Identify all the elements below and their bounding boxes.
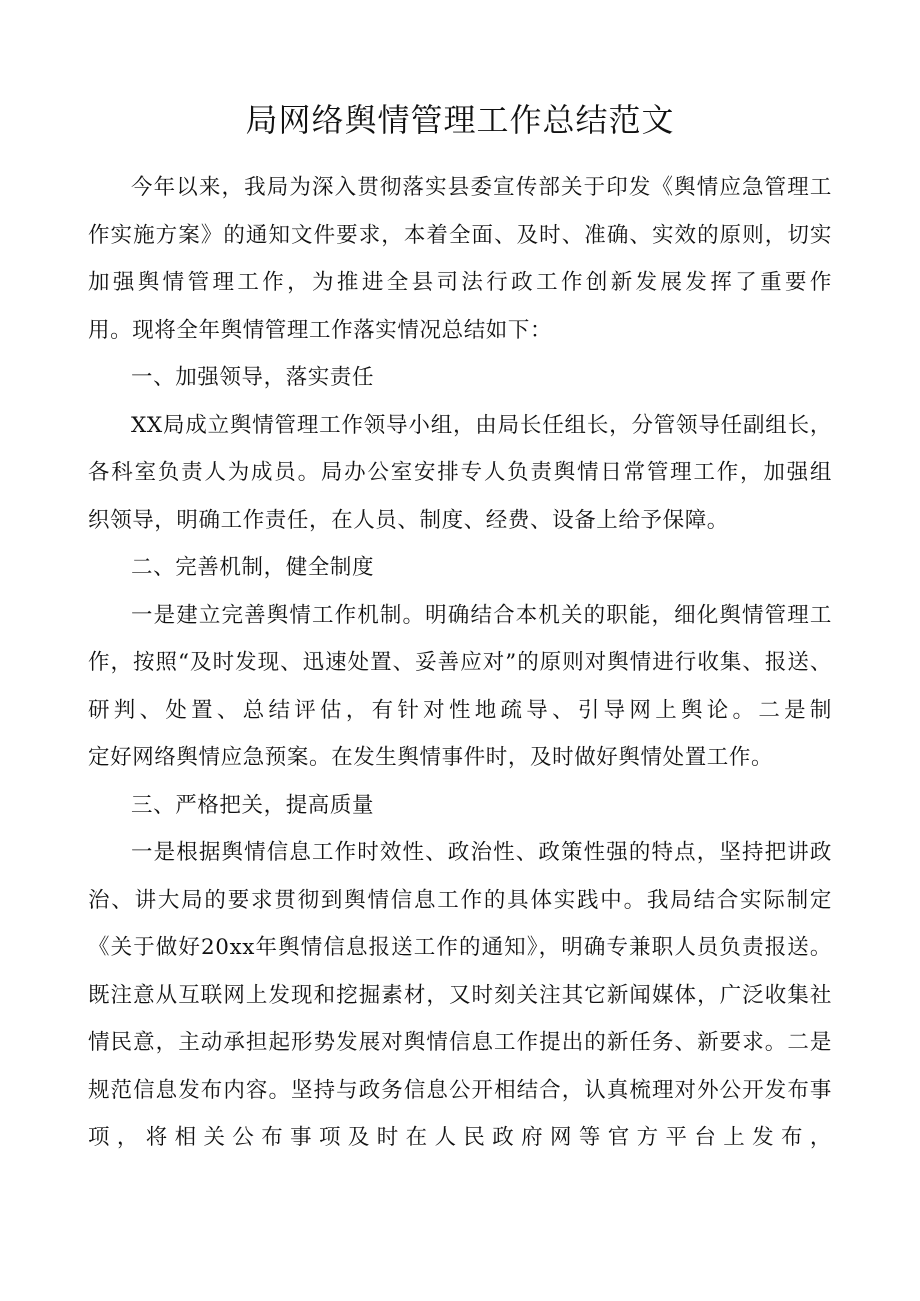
intro-line: 切实加强舆情管理工作，为推进全县司法行政工作创新发展发挥了重要作 xyxy=(88,222,833,295)
section-line: 织领导，明确工作责任，在人员、制度、经费、设备上给予保障。 xyxy=(88,507,729,533)
section-heading: 三、严格把关，提高质量 xyxy=(131,792,375,818)
section-line: 外公开发布事项，将相关公布事项及时在人民政府网等官方平台上发布， xyxy=(88,1077,833,1150)
section-heading: 一、加强领导，落实责任 xyxy=(131,365,375,390)
section-line: 定《关于做好20xx年舆情信息报送工作的通知》，明确专兼职人员负责 xyxy=(88,887,832,960)
intro-paragraph xyxy=(88,164,832,354)
document-page xyxy=(88,96,832,1162)
section-line: 报送。既注意从互联网上发现和挖掘素材，又时刻关注其它新闻媒体，广 xyxy=(88,935,832,1008)
intro-line: 工作实施方案》的通知文件要求，本着全面、及时、准确、实效的原则， xyxy=(88,175,832,248)
section-line: 各科室负责人为成员。局办公室安排专人负责舆情日常管理工作，加强组 xyxy=(88,460,832,485)
section-line: 报送、研判、处置、总结评估，有针对性地疏导、引导网上舆论。二是制 xyxy=(88,650,832,723)
section-paragraph xyxy=(88,402,832,545)
section-paragraph xyxy=(88,592,832,782)
section-line: 泛收集社情民意，主动承担起形势发展对舆情信息工作提出的新任务、新 xyxy=(88,982,832,1055)
section-line: 政治、讲大局的要求贯彻到舆情信息工作的具体实践中。我局结合实际制 xyxy=(88,840,832,913)
document-body xyxy=(88,164,832,1162)
section-line: 一是根据舆情信息工作时效性、政治性、政策性强的特点，坚持把讲 xyxy=(131,840,810,865)
section-heading: 二、完善机制，健全制度 xyxy=(131,555,375,580)
section-line: 要求。二是规范信息发布内容。坚持与政务信息公开相结合，认真梳理对 xyxy=(88,1030,832,1103)
section-line: 定好网络舆情应急预案。在发生舆情事件时，及时做好舆情处置工作。 xyxy=(88,745,774,770)
section-line: 一是建立完善舆情工作机制。明确结合本机关的职能，细化舆情管理 xyxy=(131,602,810,628)
section-paragraph xyxy=(88,829,832,1162)
document-title: 局网络舆情管理工作总结范文 xyxy=(245,101,675,139)
intro-line: 今年以来，我局为深入贯彻落实县委宣传部关于印发《舆情应急管理 xyxy=(131,175,810,200)
intro-line: 用。现将全年舆情管理工作落实情况总结如下： xyxy=(88,317,553,343)
section-line: XX局成立舆情管理工作领导小组，由局长任组长，分管领导任副组长， xyxy=(131,412,832,438)
section-line: 工作，按照“及时发现、迅速处置、妥善应对”的原则对舆情进行收集、 xyxy=(88,602,832,675)
